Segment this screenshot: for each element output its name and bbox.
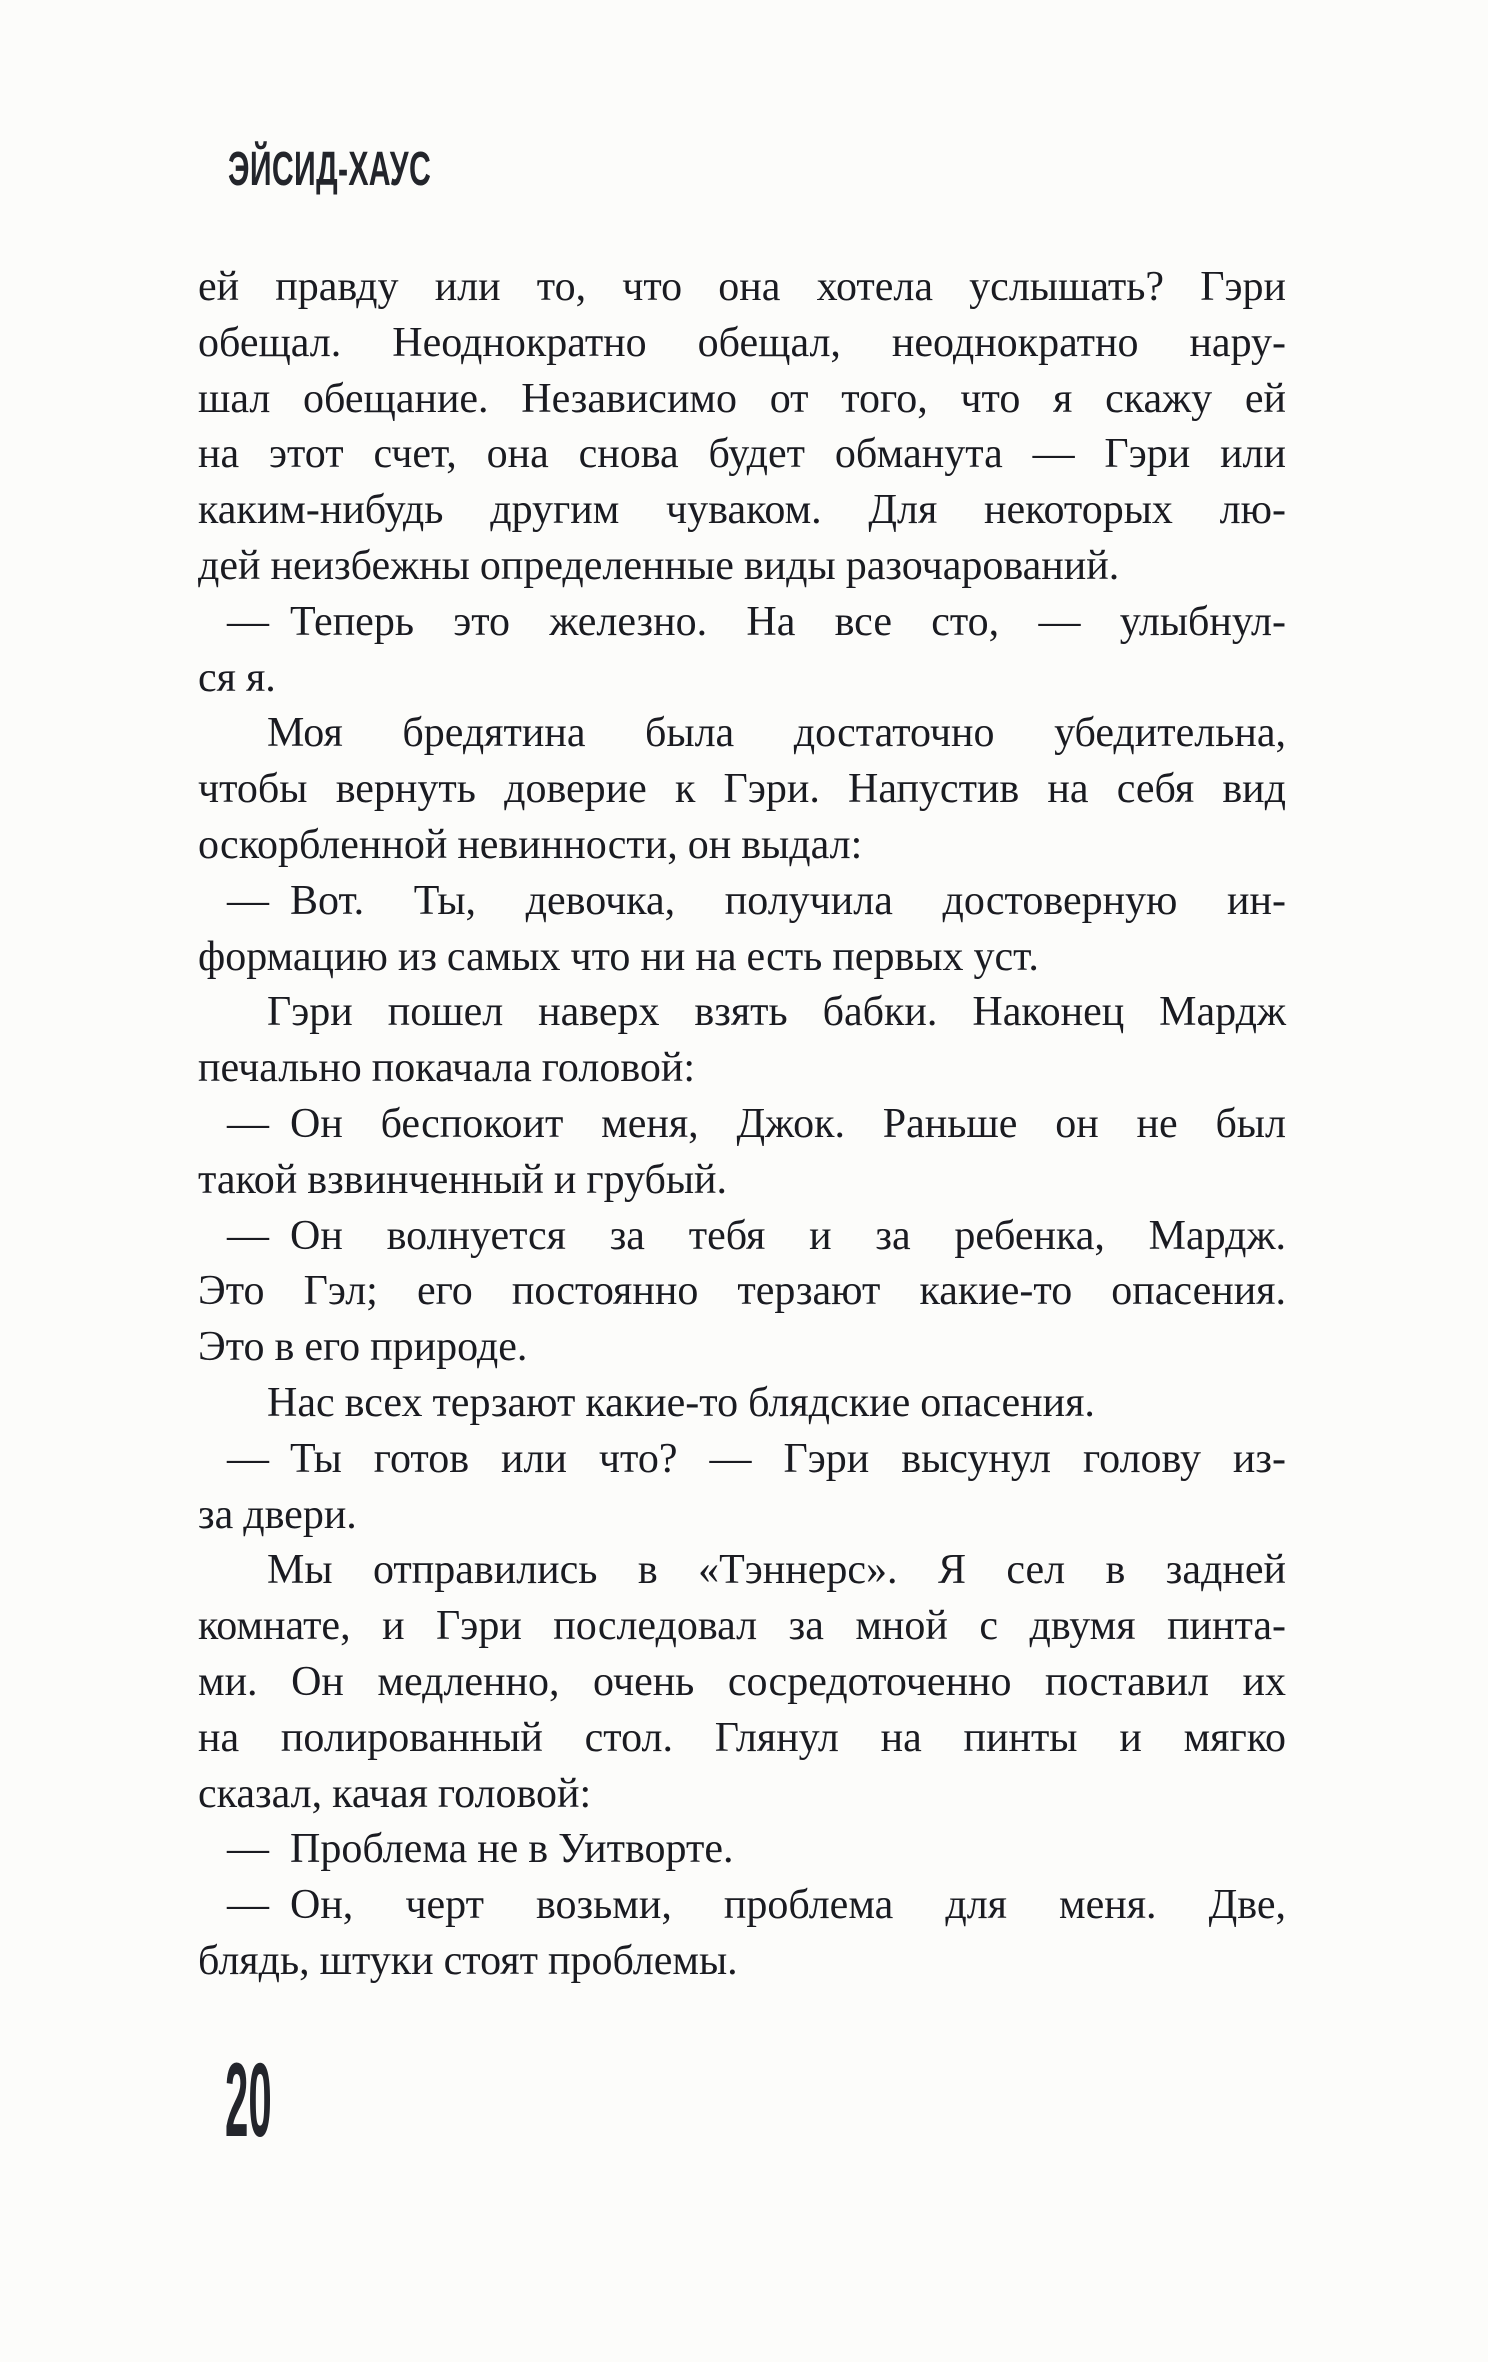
paragraph xyxy=(198,1543,1286,1822)
text-line: — Ты готов или что? — Гэри высунул голову из- xyxy=(227,1435,1286,1482)
text-line: печально покачала головой: xyxy=(198,1045,696,1092)
text-line: ей правду или то, что она хотела услышать? Гэри xyxy=(198,264,1286,310)
paragraph xyxy=(198,1878,1286,1990)
paragraph xyxy=(198,874,1286,986)
text-line: Это в его природе. xyxy=(198,1324,528,1371)
text-line: ми. Он медленно, очень сосредоточенно поставил их xyxy=(198,1658,1286,1705)
text-line: — Теперь это железно. На все сто, — улыбнул- xyxy=(227,598,1286,645)
text-line: за двери. xyxy=(198,1491,357,1538)
paragraph xyxy=(198,595,1286,707)
paragraph xyxy=(198,1209,1286,1376)
paragraph xyxy=(198,260,1286,595)
text-line: формацию из самых что ни на есть первых уст. xyxy=(198,933,1039,980)
text-line: дей неизбежны определенные виды разочарований. xyxy=(198,542,1120,589)
text-line: шал обещание. Независимо от того, что я скажу ей xyxy=(198,375,1286,422)
paragraph xyxy=(198,1822,1286,1878)
paragraph xyxy=(198,706,1286,873)
text-line: — Он, черт возьми, проблема для меня. Две, xyxy=(227,1882,1286,1929)
text-line: Моя бредятина была достаточно убедительна, xyxy=(267,710,1286,757)
running-header: ЭЙСИД-ХАУС xyxy=(228,143,432,196)
text-line: сказал, качая головой: xyxy=(198,1770,592,1817)
text-line: оскорбленной невинности, он выдал: xyxy=(198,821,863,868)
text-line: Гэри пошел наверх взять бабки. Наконец Мардж xyxy=(267,989,1286,1036)
page-text xyxy=(198,260,1286,1990)
text-line: Мы отправились в «Тэннерс». Я сел в задней xyxy=(267,1547,1286,1594)
text-line: обещал. Неоднократно обещал, неоднократно нару- xyxy=(198,319,1286,366)
text-line: блядь, штуки стоят проблемы. xyxy=(198,1937,738,1984)
paragraph xyxy=(198,985,1286,1097)
text-line: — Он волнуется за тебя и за ребенка, Мардж. xyxy=(227,1212,1286,1259)
page-number: 20 xyxy=(225,2042,272,2159)
text-line: на этот счет, она снова будет обманута — Гэри или xyxy=(198,431,1286,478)
text-line: ся я. xyxy=(198,654,276,701)
paragraph xyxy=(198,1432,1286,1544)
text-line: — Вот. Ты, девочка, получила достоверную ин- xyxy=(227,877,1286,924)
text-line: на полированный стол. Глянул на пинты и мягко xyxy=(198,1714,1286,1761)
text-line: — Он беспокоит меня, Джок. Раньше он не был xyxy=(227,1100,1286,1147)
text-line: Нас всех терзают какие-то блядские опасения. xyxy=(267,1379,1095,1426)
text-line: Это Гэл; его постоянно терзают какие-то опасения. xyxy=(198,1268,1286,1315)
paragraph xyxy=(198,1376,1286,1432)
paragraph xyxy=(198,1097,1286,1209)
text-line: комнате, и Гэри последовал за мной с двумя пинта- xyxy=(198,1603,1286,1650)
text-line: каким-нибудь другим чуваком. Для некоторых лю- xyxy=(198,487,1286,534)
text-line: такой взвинченный и грубый. xyxy=(198,1156,728,1203)
text-line: чтобы вернуть доверие к Гэри. Напустив на себя вид xyxy=(198,766,1286,813)
text-line: — Проблема не в Уитворте. xyxy=(227,1826,734,1873)
